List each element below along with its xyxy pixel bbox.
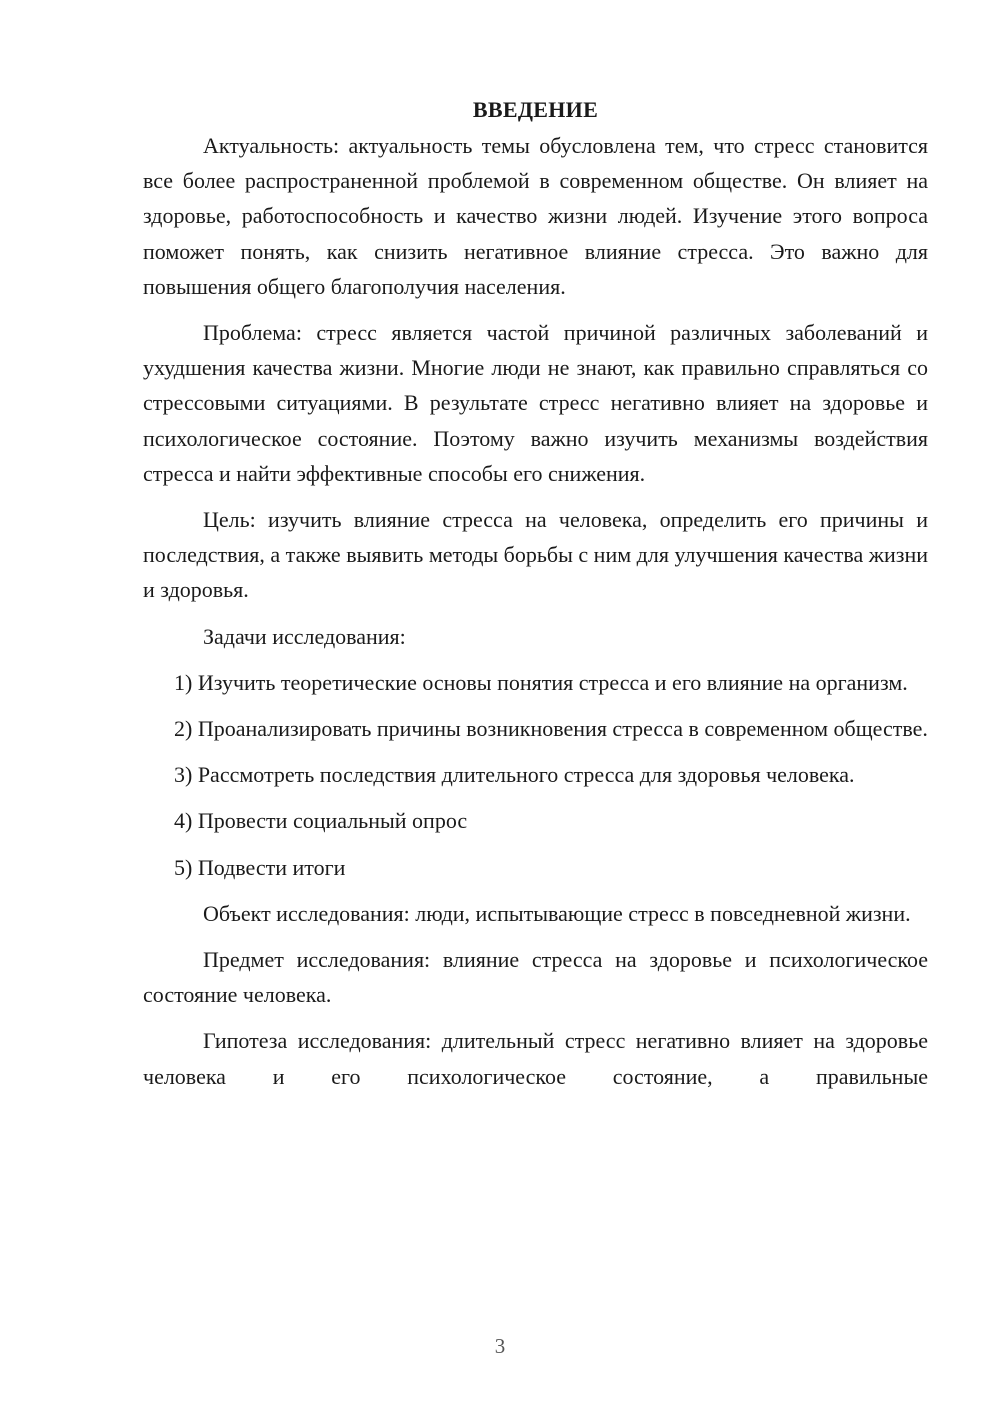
paragraph-subject: Предмет исследования: влияние стресса на здоровье и психологическое состояние человека. — [143, 947, 928, 1008]
paragraph-problem: Проблема: стресс является частой причиной различных заболеваний и ухудшения качества жизни. Многие люди не знают, как правильно справляться со стрессовыми ситуациями. В результате стресс негативно влияет на здоровье и психологическое состояние. Поэтому важно изучить механизмы воздействия стресса и найти эффективные способы его снижения. — [143, 320, 928, 486]
page-number: 3 — [494, 1334, 506, 1358]
paragraph-object: Объект исследования: люди, испытывающие стресс в повседневной жизни. — [203, 900, 911, 926]
task-item-2: 2) Проанализировать причины возникновения стресса в современном обществе. — [174, 716, 928, 742]
task-item-5: 5) Подвести итоги — [174, 854, 346, 880]
tasks-heading: Задачи исследования: — [203, 623, 406, 649]
paragraph-hypothesis: Гипотеза исследования: длительный стресс негативно влияет на здоровье человека и его психологическое состояние, а правильные — [143, 1028, 928, 1089]
document-page — [143, 92, 928, 1105]
paragraph-goal: Цель: изучить влияние стресса на человека, определить его причины и последствия, а также выявить методы борьбы с ним для улучшения качества жизни и здоровья. — [143, 507, 928, 603]
task-item-1: 1) Изучить теоретические основы понятия стресса и его влияние на организм. — [174, 669, 908, 695]
task-item-4: 4) Провести социальный опрос — [174, 808, 468, 834]
task-item-3: 3) Рассмотреть последствия длительного стресса для здоровья человека. — [174, 762, 855, 788]
paragraph-relevance: Актуальность: актуальность темы обусловлена тем, что стресс становится все более распространенной проблемой в современном обществе. Он влияет на здоровье, работоспособность и качество жизни людей. Изучение этого вопроса поможет понять, как снизить негативное влияние стресса. Это важно для повышения общего благополучия населения. — [143, 133, 928, 299]
page-title: ВВЕДЕНИЕ — [472, 97, 599, 122]
